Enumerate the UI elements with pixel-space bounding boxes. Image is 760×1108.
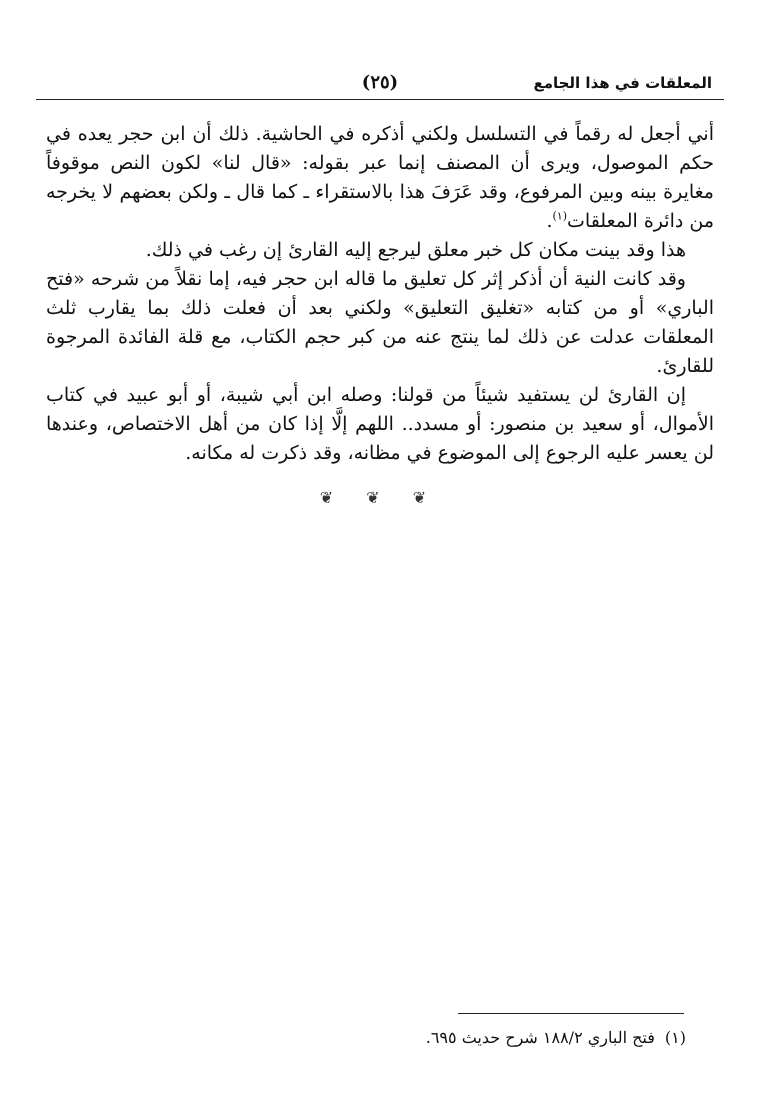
paragraph-2: هذا وقد بينت مكان كل خبر معلق ليرجع إليه القارئ إن رغب في ذلك. bbox=[145, 239, 686, 261]
footnote-text: فتح الباري ١٨٨/٢ شرح حديث ٦٩٥. bbox=[425, 1028, 655, 1047]
header-rule bbox=[36, 99, 724, 100]
paragraph-4: إن القارئ لن يستفيد شيئاً من قولنا: وصله ابن أبي شيبة، أو أبو عبيد في كتاب الأموال، أو سعيد بن منصور: أو مسدد.. اللهم إلَّا إذا كان من أهل الاختصاص، وعندها لن يعسر عليه الرجوع إلى الموضوع في مظانه، وقد ذكرت له مكانه. bbox=[46, 384, 714, 464]
page-header bbox=[40, 72, 720, 100]
footnote-rule bbox=[458, 1013, 684, 1014]
footnote-reference[interactable]: (١) bbox=[552, 209, 568, 223]
footnote bbox=[46, 1027, 686, 1049]
paragraph-3: وقد كانت النية أن أذكر إثر كل تعليق ما قاله ابن حجر فيه، إما نقلاً من شرحه «فتح الباري» أو من كتابه «تغليق التعليق» ولكني بعد أن فعلت ذلك بما يقارب ثلث المعلقات عدلت عن ذلك لما ينتج عنه من كبر حجم الكتاب، مع قلة الفائدة المرجوة للقارئ. bbox=[46, 268, 714, 377]
footnote-number: (١) bbox=[664, 1028, 686, 1047]
page-number: (٢٥) bbox=[361, 72, 399, 93]
running-title: المعلقات في هذا الجامع bbox=[533, 74, 712, 92]
paragraph-1: أني أجعل له رقماً في التسلسل ولكني أذكره في الحاشية. ذلك أن ابن حجر يعده في حكم الموصول، ويرى أن المصنف إنما عبر بقوله: «قال لنا» لكون النص موقوفاً مغايرة بينه وبين المرفوع، وقد عَرَفَ هذا بالاستقراء ـ كما قال ـ ولكن بعضهم لا يخرجه من دائرة المعلقات$^{(١)}$. bbox=[46, 123, 714, 232]
body-text bbox=[46, 120, 714, 468]
section-ornament: ❦ ❦ ❦ bbox=[319, 488, 441, 507]
